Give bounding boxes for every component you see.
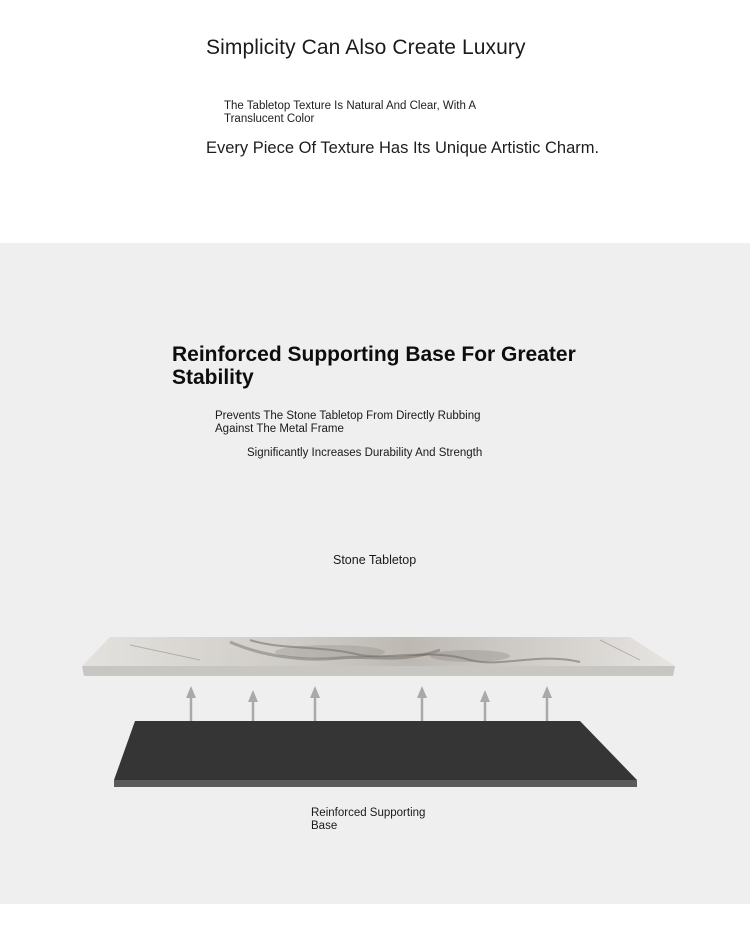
up-arrow-icon [542, 686, 552, 698]
support-base-label: Reinforced Supporting Base [311, 807, 426, 832]
stone-tabletop-label: Stone Tabletop [333, 553, 417, 567]
up-arrow-icon [310, 686, 320, 698]
exploded-table-diagram [0, 620, 750, 800]
up-arrow-icon [417, 686, 427, 698]
up-arrow-icon [186, 686, 196, 698]
up-arrow-icon [248, 690, 258, 702]
up-arrow-icon [480, 690, 490, 702]
support-base-image [114, 721, 637, 787]
support-point-2: Significantly Increases Durability And Strength [247, 447, 483, 459]
support-title: Reinforced Supporting Base For Greater Stability [172, 343, 576, 389]
intro-tagline: Every Piece Of Texture Has Its Unique Artistic Charm. [206, 139, 600, 157]
intro-title: Simplicity Can Also Create Luxury [206, 36, 526, 59]
bottom-strip [0, 904, 750, 947]
support-point-1: Prevents The Stone Tabletop From Directly Rubbing Against The Metal Frame [215, 410, 481, 435]
intro-subtitle: The Tabletop Texture Is Natural And Clear, With A Translucent Color [224, 100, 476, 125]
stone-tabletop-image [82, 637, 675, 676]
